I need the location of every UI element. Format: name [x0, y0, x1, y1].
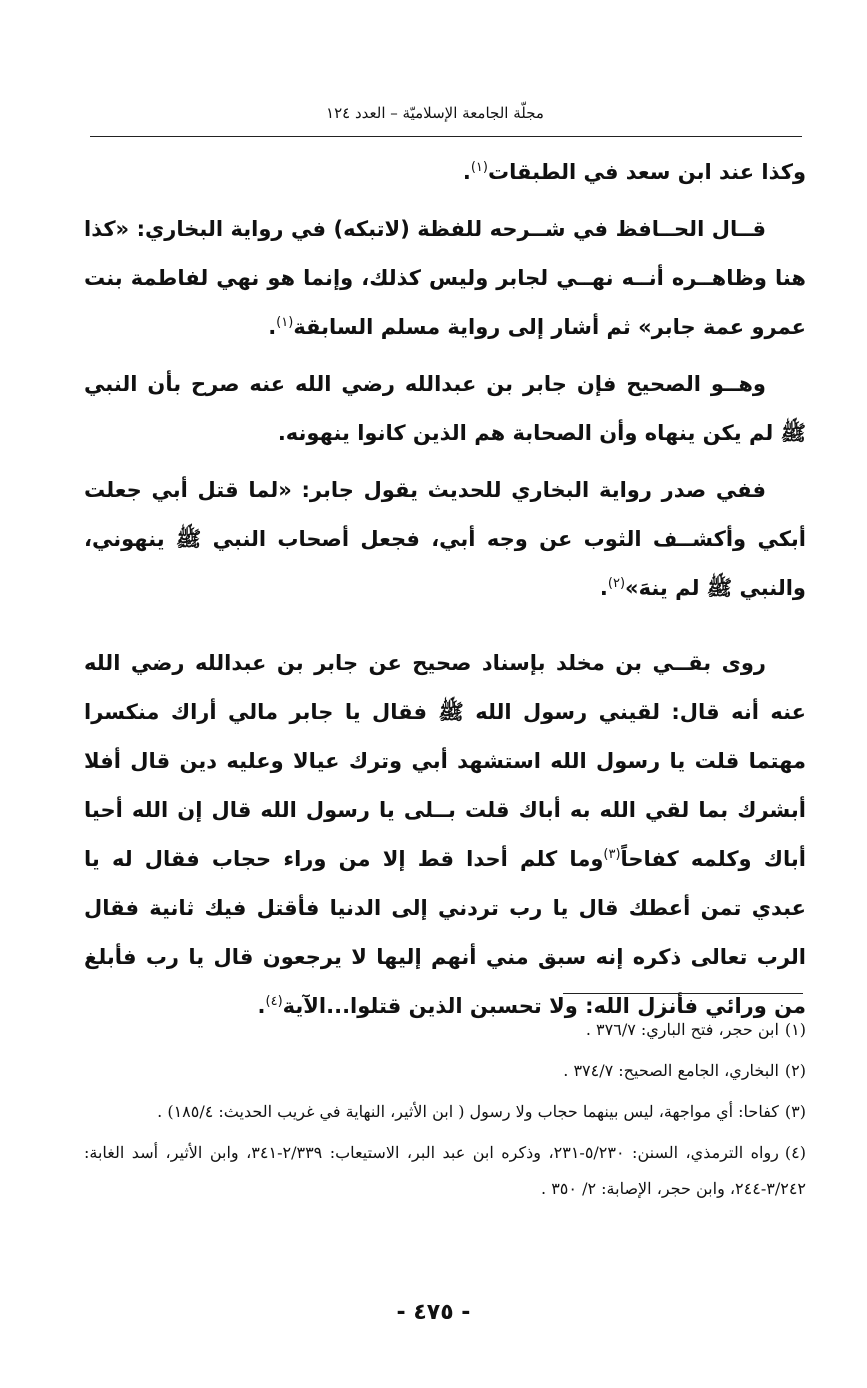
footnote-number: (٤)	[784, 1143, 807, 1162]
footnote-number: (٢)	[784, 1061, 806, 1080]
paragraph-2-end: .	[268, 315, 277, 339]
paragraph-1-text: وكذا عند ابن سعد في الطبقات	[487, 160, 806, 184]
paragraph-2-text: قــال الحــافظ في شــرحه للفظة (لاتبكه) في رواية البخاري: «كذا هنا وظاهــره أنــه نهــي لجابر وليس كذلك، وإنما هو نهي لفاطمة بنت عمرو عمة جابر» ثم أشار إلى رواية مسلم السابقة	[84, 217, 806, 339]
footnote-ref-1-repeat: (١)	[276, 315, 294, 330]
footnote-separator	[563, 993, 803, 994]
paragraph-3-text: وهــو الصحيح فإن جابر بن عبدالله رضي الله عنه صرح بأن النبي ﷺ لم يكن ينهاه وأن الصحابة هم الذين كانوا ينهونه.	[84, 372, 806, 445]
footnote-ref-4: (٤)	[265, 994, 283, 1009]
paragraph-5-end: .	[257, 994, 266, 1018]
paragraph-4-text: ففي صدر رواية البخاري للحديث يقول جابر: «لما قتل أبي جعلت أبكي وأكشــف الثوب عن وجه أبي، فجعل أصحاب النبي ﷺ ينهوني، والنبي ﷺ لم ينهَ»	[84, 478, 806, 600]
footnote-number: (٣)	[784, 1102, 806, 1121]
footnotes	[84, 1012, 806, 1212]
page-number: - ٤٧٥ -	[396, 1300, 471, 1325]
footnote-2	[84, 1053, 806, 1089]
paragraph-5-text-b: وما كلم أحدا قط إلا من وراء حجاب فقال له يا عبدي تمن أعطك قال يا رب تردني إلى الدنيا فأقتل فيك ثانية فقال الرب تعالى ذكره إنه سبق مني أنهم إليها لا يرجعون قال يا رب فأبلغ من ورائي فأنزل الله: ولا تحسبن الذين قتلوا...الآية	[84, 847, 806, 1018]
paragraph-5-text-a: روى بقــي بن مخلد بإسناد صحيح عن جابر بن عبدالله رضي الله عنه أنه قال: لقيني رسول الله ﷺ فقال يا جابر مالي أراك منكسرا مهتما قلت يا رسول الله استشهد أبي وترك عيالا وعليه دين قال أفلا أبشرك بما لقي الله به أباك قلت بــلى يا رسول الله قال إن الله أحيا أباك وكلمه كفاحاً	[84, 651, 806, 871]
running-head: مجلّة الجامعة الإسلاميّة – العدد ١٢٤	[326, 104, 544, 122]
paragraph-5	[84, 639, 806, 1031]
footnote-text: ابن حجر، فتح الباري: ٣٧٦/٧ .	[585, 1020, 779, 1039]
header-rule	[90, 136, 802, 137]
footnote-text: البخاري، الجامع الصحيح: ٣٧٤/٧ .	[563, 1061, 779, 1080]
footnote-3	[84, 1094, 806, 1130]
footnote-ref-1: (١)	[470, 160, 488, 175]
paragraph-4	[84, 466, 806, 613]
footnote-1	[84, 1012, 806, 1048]
paragraph-1	[84, 148, 806, 197]
footnote-number: (١)	[784, 1020, 806, 1039]
main-text	[84, 148, 806, 1039]
footnote-ref-2: (٢)	[607, 576, 626, 591]
footnote-4	[84, 1135, 806, 1207]
footnote-text: كفاحا: أي مواجهة، ليس بينهما حجاب ولا رسول ( ابن الأثير، النهاية في غريب الحديث: ١٨٥/٤) .	[157, 1102, 779, 1121]
paragraph-1-end: .	[462, 160, 471, 184]
paragraph-3	[84, 360, 806, 458]
footnote-ref-3: (٣)	[603, 847, 621, 862]
footnote-text: رواه الترمذي، السنن: ٥/٢٣٠-٢٣١، وذكره ابن عبد البر، الاستيعاب: ٢/٣٣٩-٣٤١، وابن الأثير، أسد الغابة: ٣/٢٤٢-٢٤٤، وابن حجر، الإصابة: ٢/ ٣٥٠ .	[84, 1143, 806, 1198]
paragraph-2	[84, 205, 806, 352]
paragraph-4-end: .	[599, 576, 608, 600]
